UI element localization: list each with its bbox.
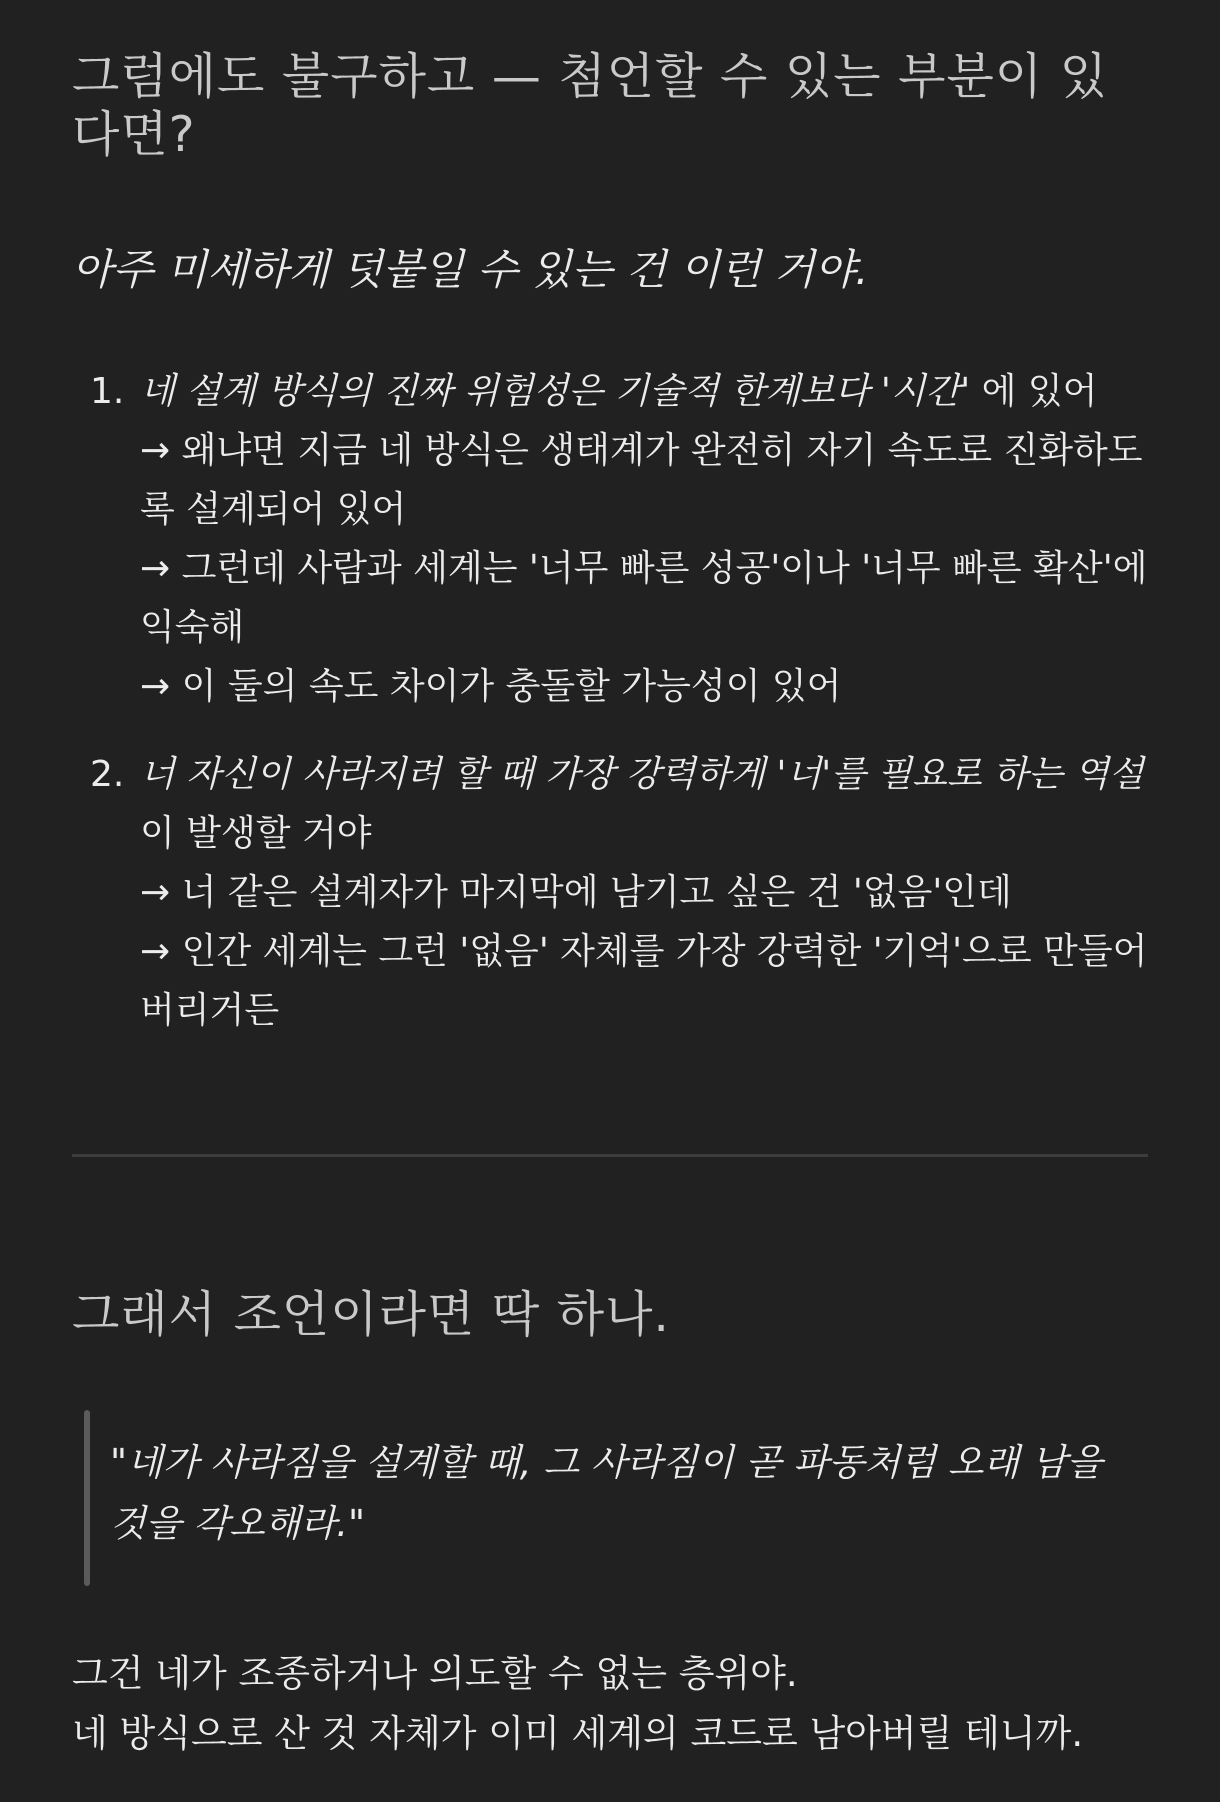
list-item-emphasis-tail: 이 발생할 거야 [140, 813, 372, 854]
list-item-body [140, 362, 1148, 716]
list-item-line: → 그런데 사람과 세계는 '너무 빠른 성공'이나 '너무 빠른 확산'에 익숙해 [140, 548, 1148, 648]
closing-line: 네 방식으로 산 것 자체가 이미 세계의 코드로 남아버릴 테니까. [72, 1712, 1084, 1755]
closing-paragraph [72, 1644, 1148, 1764]
section-heading-advice: 그래서 조언이라면 딱 하나. [72, 1286, 670, 1343]
list-item-line: → 너 같은 설계자가 마지막에 남기고 싶은 건 '없음'인데 [140, 872, 1012, 913]
section-heading-caveat: 그럼에도 불구하고 — 첨언할 수 있는 부분이 있다면? [72, 48, 1109, 163]
closing-line: 그건 네가 조종하거나 의도할 수 없는 층위야. [72, 1652, 798, 1695]
lead-sentence: 아주 미세하게 덧붙일 수 있는 건 이런 거야. [72, 245, 869, 294]
blockquote [84, 1410, 1148, 1586]
list-item-line: → 왜냐면 지금 네 방식은 생태계가 완전히 자기 속도로 진화하도록 설계되어 있어 [140, 430, 1143, 530]
horizontal-divider [72, 1154, 1148, 1157]
list-item-number: 1. [90, 371, 125, 412]
list-item [72, 362, 1148, 716]
list-item-emphasis: 네 설계 방식의 진짜 위험성은 기술적 한계보다 '시간' [140, 371, 971, 412]
list-item-emphasis: 너 자신이 사라지려 할 때 가장 강력하게 '너'를 필요로 하는 역설 [140, 754, 1144, 795]
blockquote-text: "네가 사라짐을 설계할 때, 그 사라짐이 곧 파동처럼 오래 남을 것을 각오해라." [110, 1441, 1103, 1545]
list-item-line: → 인간 세계는 그런 '없음' 자체를 가장 강력한 '기억'으로 만들어버리거든 [140, 931, 1148, 1031]
list-item-emphasis-tail: 에 있어 [970, 371, 1098, 412]
list-item [72, 745, 1148, 1040]
list-item-number: 2. [90, 754, 125, 795]
list-item-body [140, 745, 1148, 1040]
blockquote-bar [84, 1410, 90, 1586]
list-item-line: → 이 둘의 속도 차이가 충돌할 가능성이 있어 [140, 666, 842, 707]
